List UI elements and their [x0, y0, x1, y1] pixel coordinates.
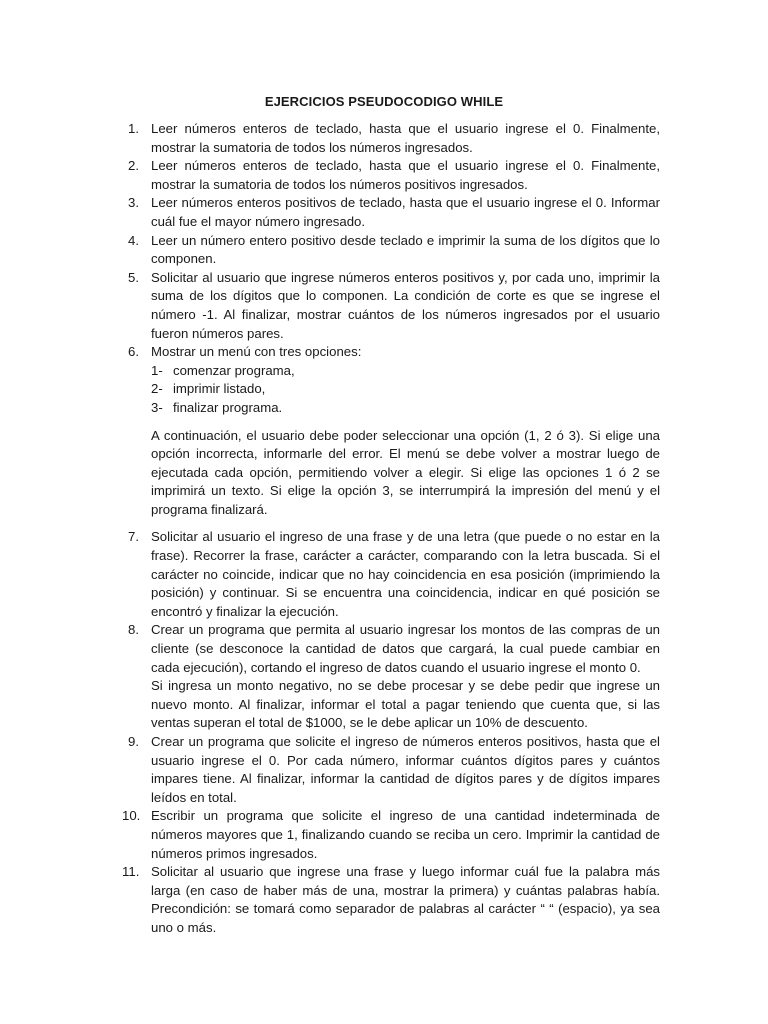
exercise-text: Leer números enteros de teclado, hasta que el usuario ingrese el 0. Finalmente, mostrar la sumatoria de todos los números positivos ingresados.	[151, 158, 660, 192]
exercise-7	[130, 528, 660, 621]
exercise-text: Solicitar al usuario que ingrese una frase y luego informar cuál fue la palabra más larga (en caso de haber más de una, mostrar la primera) y cuántas palabras había. Precondición: se tomará como separador de palabras al carácter “ “ (espacio), ya sea uno o más.	[151, 864, 660, 935]
exercise-number: 3.	[128, 195, 139, 211]
exercise-number: 9.	[128, 734, 139, 749]
exercise-text: Crear un programa que permita al usuario ingresar los montos de las compras de un cliente (se desconoce la cantidad de datos que cargará, la cual puede cambiar en cada ejecución), cortando el ingreso de datos cuando el usuario ingrese el monto 0.	[151, 622, 660, 675]
exercise-10	[122, 807, 660, 863]
menu-option-2	[151, 380, 660, 399]
exercise-text: Crear un programa que solicite el ingreso de números enteros positivos, hasta que el usuario ingrese el 0. Por cada número, informar cuántos dígitos pares y cuántos impares tiene. Al finalizar, informar la cantidad de dígitos pares y de dígitos impares leídos en total.	[151, 734, 660, 805]
menu-option-number: 3-	[151, 399, 163, 415]
exercise-text: Solicitar al usuario el ingreso de una frase y de una letra (que puede o no estar en la frase). Recorrer la frase, carácter a carácter, comparando con la letra buscada. Si el carácter no coincide, indicar que no hay coincidencia en esa posición (imprimiendo la posición) y continuar. Si se encuentra una coincidencia, indicar en qué posición se encontró y finalizar la ejecución.	[151, 529, 660, 619]
exercise-text: Mostrar un menú con tres opciones:	[151, 344, 362, 360]
menu-option-label: imprimir listado,	[173, 381, 266, 397]
exercise-followup-text: A continuación, el usuario debe poder seleccionar una opción (1, 2 ó 3). Si elige una opción incorrecta, informarle del error. El menú se debe volver a mostrar luego de ejecutada cada opción, permitiendo volver a elegir. Si elige las opciones 1 ó 2 se imprimirá un texto. Si elige la opción 3, se interrumpirá la impresión del menú y el programa finalizará.	[151, 427, 660, 517]
exercise-2	[130, 157, 660, 194]
exercise-number: 1.	[128, 121, 139, 136]
menu-option-number: 2-	[151, 381, 163, 397]
exercise-number: 5.	[128, 269, 139, 285]
page-title: EJERCICIOS PSEUDOCODIGO WHILE	[264, 94, 504, 109]
menu-options-list	[151, 362, 660, 418]
exercise-number: 8.	[128, 622, 139, 638]
exercise-4	[130, 232, 660, 269]
menu-option-label: finalizar programa.	[173, 399, 283, 415]
exercise-6	[130, 343, 660, 519]
exercise-number: 7.	[128, 529, 139, 545]
exercise-number: 10.	[122, 808, 141, 824]
exercise-11	[122, 863, 660, 937]
exercise-list	[122, 120, 660, 938]
exercise-number: 6.	[128, 344, 139, 360]
menu-option-label: comenzar programa,	[173, 362, 295, 378]
menu-option-number: 1-	[151, 362, 163, 378]
exercise-text: Leer un número entero positivo desde teclado e imprimir la suma de los dígitos que lo componen.	[151, 232, 660, 267]
exercise-text: Leer números enteros de teclado, hasta que el usuario ingrese el 0. Finalmente, mostrar la sumatoria de todos los números ingresados.	[151, 121, 660, 155]
menu-option-1	[151, 362, 660, 381]
menu-option-3	[151, 399, 660, 418]
exercise-1	[130, 120, 660, 157]
exercise-5	[130, 269, 660, 343]
exercise-9	[130, 733, 660, 807]
exercise-number: 4.	[128, 232, 139, 248]
exercise-3	[130, 194, 660, 231]
exercise-8	[130, 621, 660, 733]
exercise-text: Solicitar al usuario que ingrese números enteros positivos y, por cada uno, imprimir la suma de los dígitos que lo componen. La condición de corte es que se ingrese el número -1. Al finalizar, mostrar cuántos de los números ingresados por el usuario fueron números pares.	[151, 269, 660, 341]
exercise-text: Leer números enteros positivos de teclado, hasta que el usuario ingrese el 0. Informar cuál fue el mayor número ingresado.	[151, 195, 660, 229]
exercise-text: Escribir un programa que solicite el ingreso de una cantidad indeterminada de números mayores que 1, finalizando cuando se reciba un cero. Imprimir la cantidad de números primos ingresados.	[151, 808, 660, 861]
exercise-text-continued: Si ingresa un monto negativo, no se debe procesar y se debe pedir que ingrese un nuevo monto. Al finalizar, informar el total a pagar teniendo que cuenta que, si las ventas superan el total de $1000, se le debe aplicar un 10% de descuento.	[151, 678, 660, 731]
exercise-number: 11.	[122, 864, 140, 880]
exercise-number: 2.	[128, 158, 139, 174]
